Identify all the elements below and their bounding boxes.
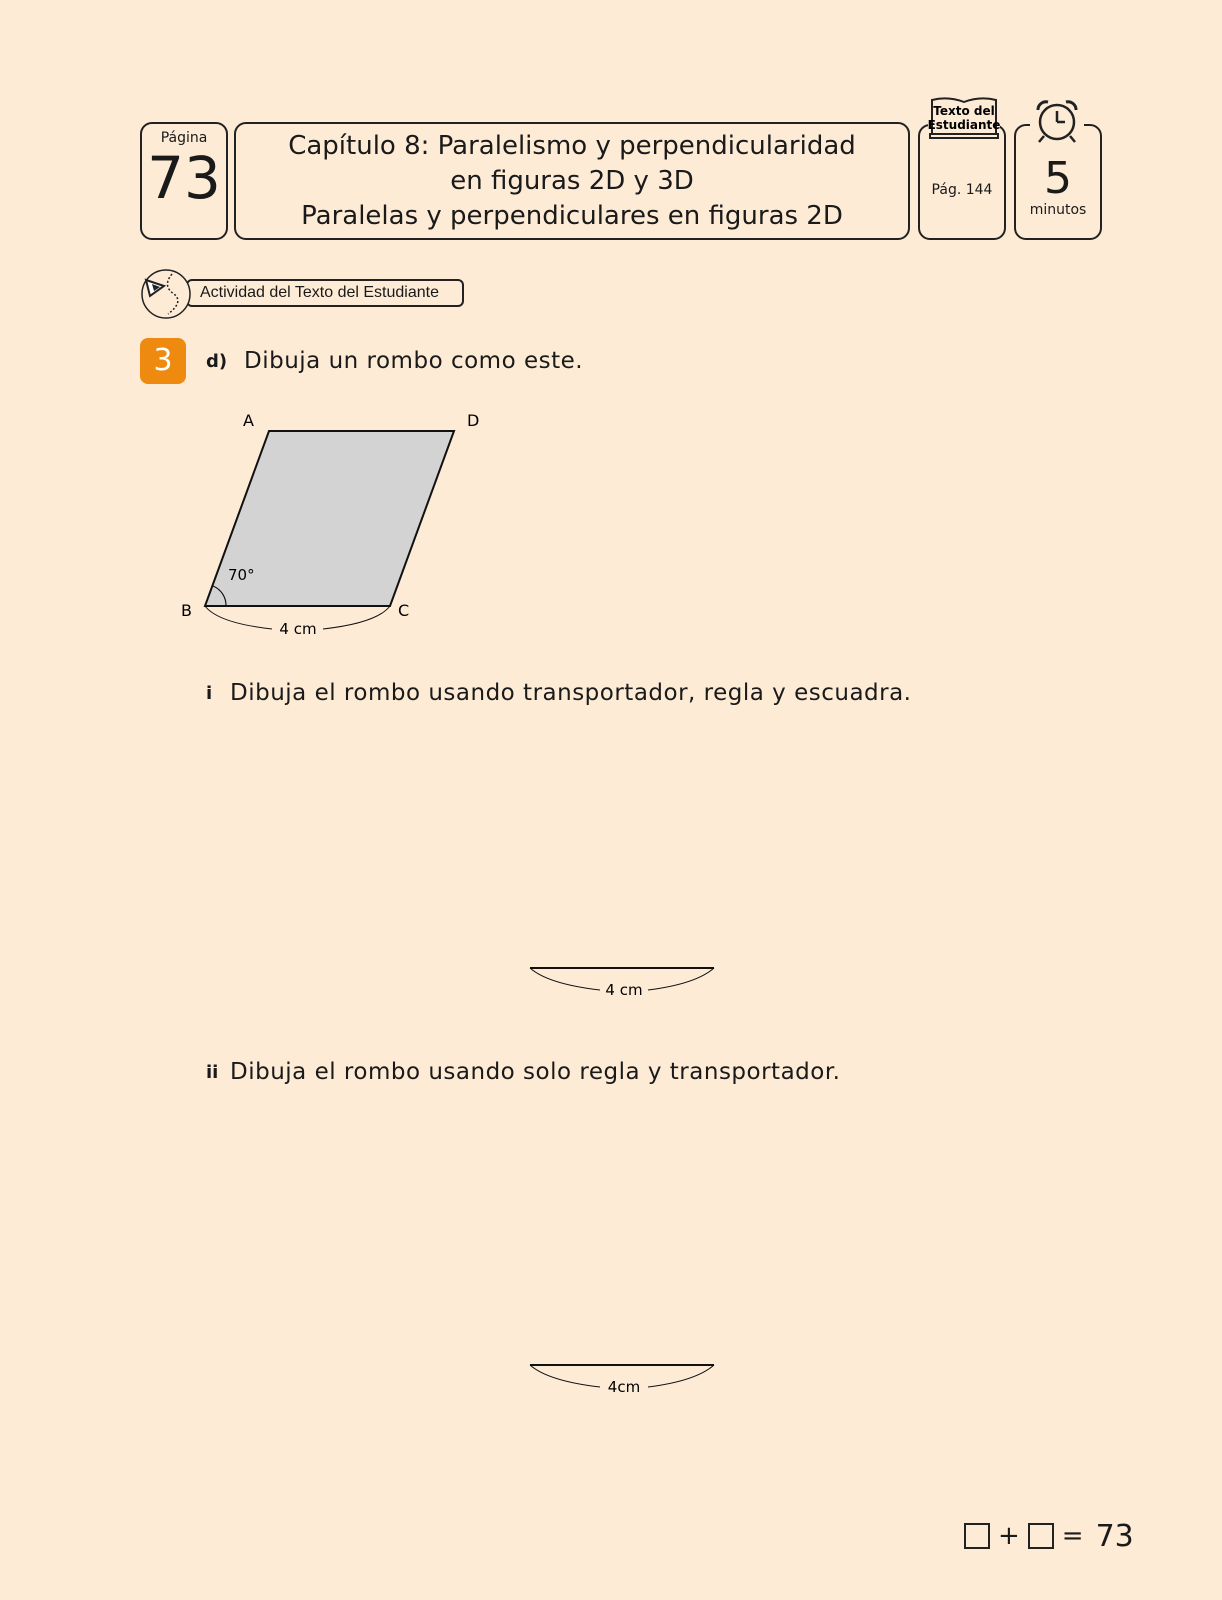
textbook-reference-box — [918, 104, 1006, 240]
equals-sign: = — [1061, 1521, 1084, 1551]
alarm-clock-icon — [1030, 96, 1084, 146]
exercise-part-letter: d) — [206, 351, 228, 372]
exercise-number-badge: 3 — [140, 338, 186, 384]
sub-exercise-ii-marker: ii — [206, 1062, 219, 1083]
segment-brace-right — [648, 1365, 714, 1387]
side-brace-left — [205, 606, 272, 629]
textbook-book-icon — [928, 96, 1000, 140]
angle-label: 70° — [228, 566, 255, 584]
segment-brace-right — [648, 968, 714, 990]
segment-label: 4 cm — [605, 981, 643, 999]
plus-sign: + — [998, 1521, 1020, 1551]
footer-equation — [964, 1516, 1134, 1556]
vertex-label-b: B — [181, 601, 192, 620]
compass-activity-icon — [140, 268, 192, 320]
sub-exercise-ii-text: Dibuja el rombo usando solo regla y transportador. — [230, 1059, 841, 1085]
activity-label: Actividad del Texto del Estudiante — [186, 279, 464, 307]
time-unit: minutos — [1029, 202, 1087, 218]
page-number-box — [140, 122, 228, 240]
vertex-label-a: A — [243, 411, 254, 430]
page-number: 73 — [147, 144, 221, 212]
segment-label: 4cm — [607, 1378, 641, 1396]
textbook-page: Pág. 144 — [931, 182, 993, 198]
chapter-title-line-3: Paralelas y perpendiculares en figuras 2D — [301, 200, 843, 231]
time-value: 5 — [1044, 153, 1072, 204]
vertex-label-c: C — [398, 601, 410, 620]
page-label: Página — [160, 130, 208, 146]
answer-box-2[interactable] — [1028, 1523, 1054, 1549]
sub-exercise-i-marker: i — [206, 683, 213, 704]
segment-bc-i — [528, 960, 728, 1010]
vertex-label-d: D — [467, 411, 480, 430]
chapter-title-line-1: Capítulo 8: Paralelismo y perpendicularidad — [288, 130, 856, 161]
segment-brace-left — [530, 968, 600, 990]
segment-bc-ii — [528, 1357, 728, 1407]
chapter-title-line-2: en figuras 2D y 3D — [450, 165, 694, 196]
chapter-title-box — [234, 122, 910, 240]
sub-exercise-i-text: Dibuja el rombo usando transportador, regla y escuadra. — [230, 680, 912, 706]
answer-box-1[interactable] — [964, 1523, 990, 1549]
exercise-instruction: Dibuja un rombo como este. — [244, 348, 584, 374]
side-length-label: 4 cm — [279, 620, 317, 638]
textbook-badge-line-1: Texto del — [933, 104, 995, 118]
rhombus-figure — [170, 405, 500, 645]
footer-page-number: 73 — [1095, 1518, 1134, 1554]
textbook-badge-line-2: Estudiante — [928, 118, 1000, 132]
segment-brace-left — [530, 1365, 600, 1387]
side-brace-right — [323, 606, 390, 629]
